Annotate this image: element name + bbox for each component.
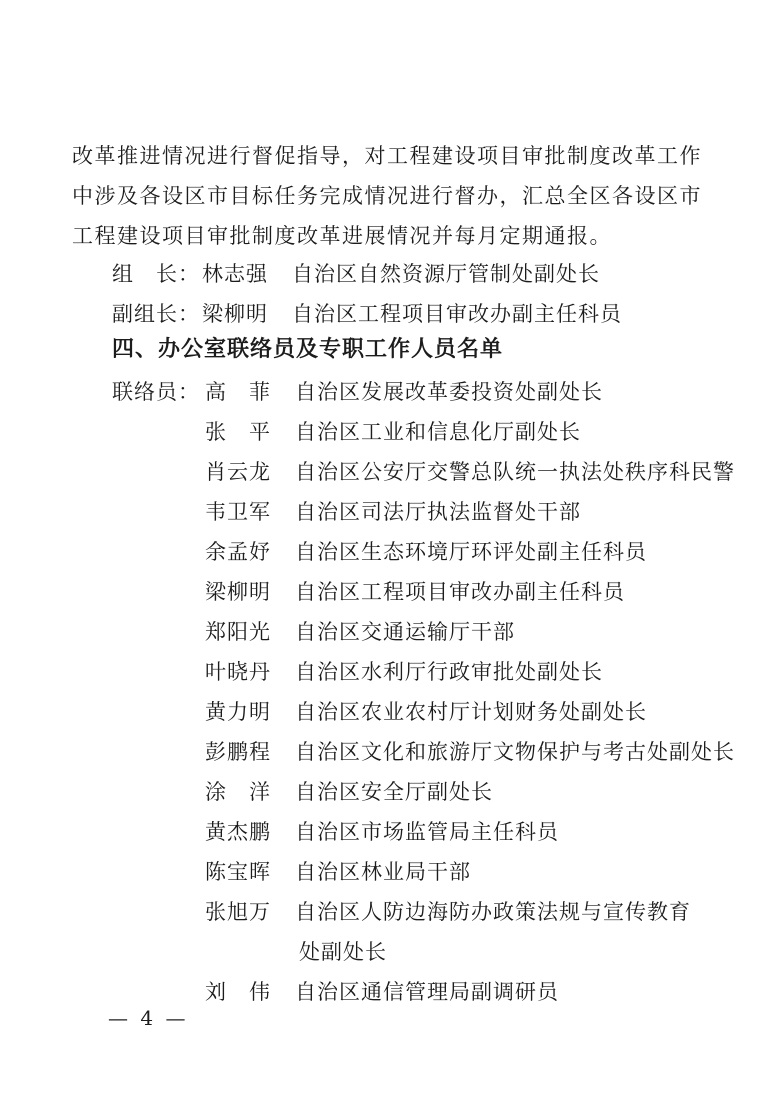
member-name: 涂 洋	[205, 780, 271, 804]
member-row	[205, 376, 603, 406]
member-position: 自治区人防边海防办政策法规与宣传教育	[295, 900, 691, 924]
member-name: 余孟妤	[205, 540, 271, 564]
section-heading: 四、办公室联络员及专职工作人员名单	[112, 337, 504, 362]
member-position: 自治区司法厅执法监督处干部	[295, 500, 581, 524]
member-name: 陈宝晖	[205, 860, 271, 884]
member-row	[205, 656, 603, 686]
leader-position: 自治区工程项目审改办副主任科员	[292, 302, 622, 326]
member-name: 高 菲	[205, 380, 271, 404]
paragraph-line: 中涉及各设区市目标任务完成情况进行督办，汇总全区各设区市	[72, 184, 702, 208]
member-position: 自治区工业和信息化厅副处长	[295, 420, 581, 444]
member-name: 刘 伟	[205, 980, 271, 1004]
member-row	[205, 696, 647, 726]
member-name: 梁柳明	[205, 580, 271, 604]
member-row	[205, 976, 559, 1006]
member-row	[205, 416, 581, 446]
member-name: 黄力明	[205, 700, 271, 724]
member-position: 自治区农业农村厅计划财务处副处长	[295, 700, 647, 724]
member-row	[205, 496, 581, 526]
leader-position: 自治区自然资源厅管制处副处长	[292, 262, 600, 286]
member-position: 自治区交通运输厅干部	[295, 620, 515, 644]
member-position: 自治区发展改革委投资处副处长	[295, 380, 603, 404]
member-position: 自治区工程项目审改办副主任科员	[295, 580, 625, 604]
member-position: 自治区通信管理局副调研员	[295, 980, 559, 1004]
member-position: 自治区水利厅行政审批处副处长	[295, 660, 603, 684]
paragraph-line: 工程建设项目审批制度改革进展情况并每月定期通报。	[72, 224, 612, 248]
paragraph-line: 改革推进情况进行督促指导，对工程建设项目审批制度改革工作	[72, 144, 702, 168]
body-paragraph	[72, 136, 702, 256]
member-name: 黄杰鹏	[205, 820, 271, 844]
member-row	[205, 776, 493, 806]
leader-name: 林志强	[202, 262, 268, 286]
member-name: 韦卫军	[205, 500, 271, 524]
member-position: 自治区市场监管局主任科员	[295, 820, 559, 844]
member-row	[205, 456, 735, 486]
leader-name: 梁柳明	[202, 302, 268, 326]
member-row	[205, 536, 647, 566]
member-row	[205, 616, 515, 646]
leader-row-deputy-leader	[112, 298, 622, 328]
liaison-label: 联络员：	[112, 380, 200, 404]
member-position: 自治区文化和旅游厅文物保护与考古处副处长	[295, 740, 735, 764]
member-position: 自治区生态环境厅环评处副主任科员	[295, 540, 647, 564]
member-position: 自治区安全厅副处长	[295, 780, 493, 804]
leader-row-group-leader	[112, 258, 600, 288]
leader-role: 副组长：	[112, 302, 200, 326]
member-row	[205, 896, 691, 926]
member-position-continuation: 处副处长	[299, 940, 387, 964]
member-row	[205, 856, 471, 886]
member-name: 张 平	[205, 420, 271, 444]
leader-role: 组 长：	[112, 262, 200, 286]
member-name: 张旭万	[205, 900, 271, 924]
page-number: — 4 —	[108, 1006, 189, 1030]
member-name: 叶晓丹	[205, 660, 271, 684]
member-row	[205, 576, 625, 606]
member-position: 自治区林业局干部	[295, 860, 471, 884]
member-row	[205, 816, 559, 846]
member-name: 郑阳光	[205, 620, 271, 644]
member-name: 肖云龙	[205, 460, 271, 484]
member-name: 彭鹏程	[205, 740, 271, 764]
member-row	[205, 736, 735, 766]
member-position: 自治区公安厅交警总队统一执法处秩序科民警	[295, 460, 735, 484]
